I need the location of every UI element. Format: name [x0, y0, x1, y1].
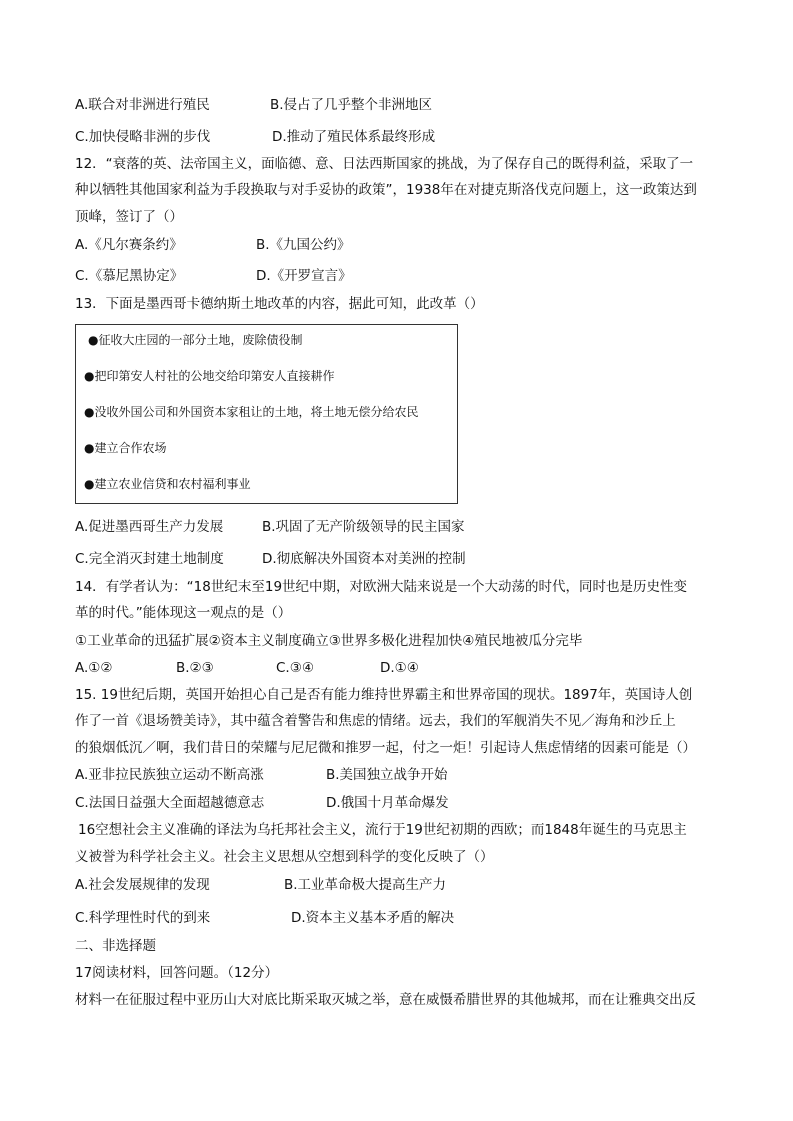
q13-box-item-3: ●没收外国公司和外国资本家租让的土地，将土地无偿分给农民 — [84, 405, 419, 419]
q17-material-line: 材料一在征服过程中亚历山大对底比斯采取灭城之举，意在威慑希腊世界的其他城邦，而在让雅典交出反 — [75, 992, 696, 1008]
q14-stem-line-1: 14．有学者认为：“18世纪末至19世纪中期，对欧洲大陆来说是一个大动荡的时代，同时也是历史性变 — [75, 579, 688, 595]
q14-option-a: A.①② — [75, 660, 113, 676]
q14-stem-line-2: 革的时代。”能体现这一观点的是（） — [75, 605, 292, 621]
q13-box-item-1: ●征收大庄园的一部分土地，废除债役制 — [88, 333, 303, 347]
q11-option-a: A.联合对非洲进行殖民 — [75, 97, 210, 113]
q15-option-c: C.法国日益强大全面超越德意志 — [75, 795, 265, 811]
q12-option-a: A.《凡尔赛条约》 — [75, 237, 183, 253]
q16-stem-line-1: 16空想社会主义准确的译法为乌托邦社会主义，流行于19世纪初期的西欧；而1848年诞生的马克思主 — [78, 822, 687, 838]
q17-stem: 17阅读材料，回答问题。（12分） — [75, 965, 279, 981]
q12-option-c: C.《慕尼黑协定》 — [75, 268, 184, 284]
q13-box-item-2: ●把印第安人村社的公地交给印第安人直接耕作 — [84, 369, 335, 383]
q16-option-d: D.资本主义基本矛盾的解决 — [291, 910, 455, 926]
q13-option-a: A.促进墨西哥生产力发展 — [75, 519, 224, 535]
q11-option-b: B.侵占了几乎整个非洲地区 — [270, 97, 433, 113]
q16-option-a: A.社会发展规律的发现 — [75, 877, 210, 893]
q12-stem-line-1: 12．“衰落的英、法帝国主义，面临德、意、日法西斯国家的挑战，为了保存自己的既得利益，采取了一 — [75, 156, 694, 172]
q12-stem-line-2: 种以牺牲其他国家利益为手段换取与对手妥协的政策”，1938年在对捷克斯洛伐克问题上，这一政策达到 — [75, 182, 697, 198]
q13-option-b: B.巩固了无产阶级领导的民主国家 — [262, 519, 465, 535]
section-title: 二、非选择题 — [75, 938, 156, 954]
q15-option-d: D.俄国十月革命爆发 — [326, 795, 449, 811]
q14-option-d: D.①④ — [380, 660, 419, 676]
q12-option-d: D.《开罗宣言》 — [256, 268, 352, 284]
q13-stem: 13．下面是墨西哥卡德纳斯土地改革的内容，据此可知，此改革（） — [75, 296, 484, 312]
q13-box-item-5: ●建立农业信贷和农村福利事业 — [84, 477, 251, 491]
q15-option-a: A.亚非拉民族独立运动不断高涨 — [75, 767, 264, 783]
q13-option-d: D.彻底解决外国资本对美洲的控制 — [262, 551, 466, 567]
q13-material-box — [75, 324, 458, 504]
q15-stem-line-1: 15. 19世纪后期，英国开始担心自己是否有能力维持世界霸主和世界帝国的现状。1897年，英国诗人创 — [75, 687, 693, 703]
q11-option-c: C.加快侵略非洲的步伐 — [75, 129, 211, 145]
q14-statements: ①工业革命的迅猛扩展②资本主义制度确立③世界多极化进程加快④殖民地被瓜分完毕 — [75, 633, 583, 649]
q13-option-c: C.完全消灭封建土地制度 — [75, 551, 224, 567]
q16-option-b: B.工业革命极大提高生产力 — [284, 877, 447, 893]
q15-stem-line-2: 作了一首《退场赞美诗》，其中蕴含着警告和焦虑的情绪。远去，我们的军舰消失不见／海角和沙丘上 — [75, 713, 676, 729]
q16-option-c: C.科学理性时代的到来 — [75, 910, 211, 926]
q14-option-b: B.②③ — [176, 660, 214, 676]
q12-option-b: B.《九国公约》 — [256, 237, 351, 253]
q11-option-d: D.推动了殖民体系最终形成 — [272, 129, 436, 145]
q14-option-c: C.③④ — [276, 660, 314, 676]
q12-stem-line-3: 顶峰，签订了（） — [75, 209, 183, 225]
q15-stem-line-3: 的狼烟低沉／啊，我们昔日的荣耀与尼尼微和推罗一起，付之一炬！引起诗人焦虑情绪的因素可能是（） — [75, 740, 696, 756]
q13-box-item-4: ●建立合作农场 — [84, 441, 167, 455]
q16-stem-line-2: 义被誉为科学社会主义。社会主义思想从空想到科学的变化反映了（） — [75, 849, 494, 865]
q15-option-b: B.美国独立战争开始 — [326, 767, 448, 783]
